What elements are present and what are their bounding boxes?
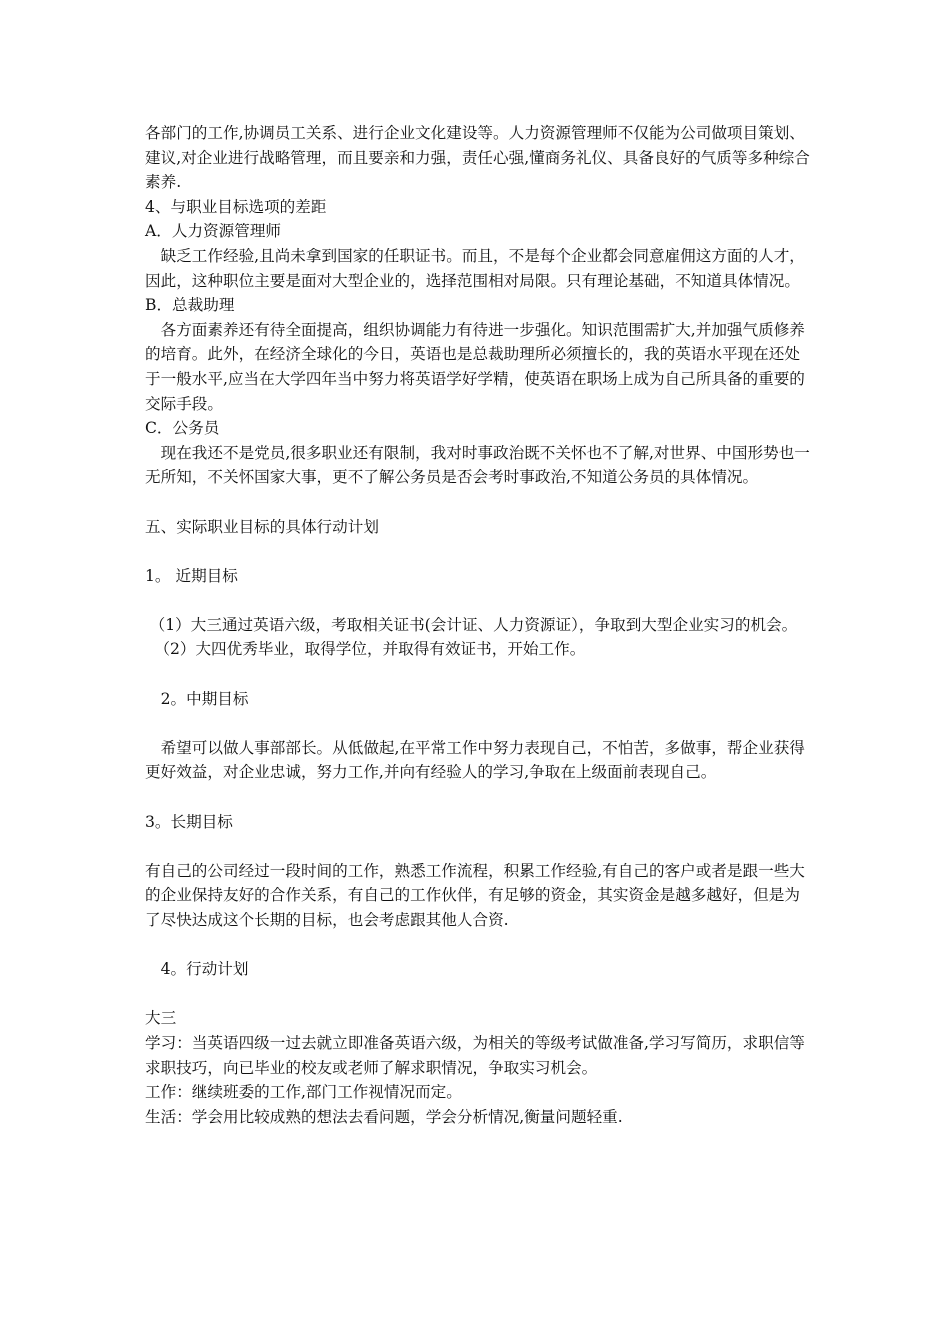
paragraph-study: 学习：当英语四级一过去就立即准备英语六级，为相关的等级考试做准备,学习写简历，求职信等求职技巧，向已毕业的校友或老师了解求职情况，争取实习机会。 [145,1033,805,1077]
spacer [145,982,810,1007]
paragraph-option-a: 缺乏工作经验,且尚未拿到国家的任职证书。而且，不是每个企业都会同意雇佣这方面的人才，因此，这种职位主要是面对大型企业的，选择范围相对局限。只有理论基础，不知道具体情况。 [145,246,805,290]
heading-option-a: A．人力资源管理师 [145,222,282,241]
heading-long-term: 3。长期目标 [145,812,233,831]
document-body [145,121,810,1129]
heading-option-c: C．公务员 [145,419,220,438]
spacer [145,711,810,736]
spacer [145,834,810,859]
paragraph-work: 工作：继续班委的工作,部门工作视情况而定。 [145,1083,462,1102]
paragraph-option-b: 各方面素养还有待全面提高，组织协调能力有待进一步强化。知识范围需扩大,并加强气质修养的培育。此外，在经济全球化的今日，英语也是总裁助理所必须擅长的，我的英语水平现在还处于一般水平,应当在大学四年当中努力将英语学好学精，使英语在职场上成为自己所具备的重要的交际手段。 [145,320,805,413]
spacer [145,588,810,613]
paragraph-long-term: 有自己的公司经过一段时间的工作，熟悉工作流程，积累工作经验,有自己的客户或者是跟一些大的企业保持友好的合作关系，有自己的工作伙伴，有足够的资金，其实资金是越多越好，但是为了尽快达成这个长期的目标，也会考虑跟其他人合资. [145,861,805,929]
spacer [145,490,810,515]
heading-action-plan-section: 五、实际职业目标的具体行动计划 [145,517,379,536]
spacer [145,933,810,958]
paragraph-life: 生活：学会用比较成熟的想法去看问题，学会分析情况,衡量问题轻重. [145,1107,623,1126]
paragraph-short-term-1: （1）大三通过英语六级，考取相关证书(会计证、人力资源证），争取到大型企业实习的机会。 [149,615,798,634]
paragraph-mid-term: 希望可以做人事部部长。从低做起,在平常工作中努力表现自己，不怕苦，多做事，帮企业获得更好效益，对企业忠诚，努力工作,并向有经验人的学习,争取在上级面前表现自己。 [145,738,805,782]
spacer [145,662,810,687]
heading-mid-term: 2。中期目标 [160,689,249,708]
heading-junior-year: 大三 [145,1009,177,1028]
heading-option-b: B．总裁助理 [145,296,235,315]
heading-gap-section: 4、与职业目标选项的差距 [145,197,327,216]
heading-action-plan: 4。行动计划 [160,960,249,979]
heading-short-term: 1。 近期目标 [145,566,238,585]
paragraph-option-c: 现在我还不是党员,很多职业还有限制，我对时事政治既不关怀也不了解,对世界、中国形势也一无所知，不关怀国家大事，更不了解公务员是否会考时事政治,不知道公务员的具体情况。 [145,443,810,487]
paragraph-hr-duties: 各部门的工作,协调员工关系、进行企业文化建设等。人力资源管理师不仅能为公司做项目策划、建议,对企业进行战略管理，而且要亲和力强，责任心强,懂商务礼仪、具备良好的气质等多种综合素养. [145,124,810,192]
spacer [145,785,810,810]
spacer [145,539,810,564]
paragraph-short-term-2: （2）大四优秀毕业，取得学位，并取得有效证书，开始工作。 [154,640,586,659]
